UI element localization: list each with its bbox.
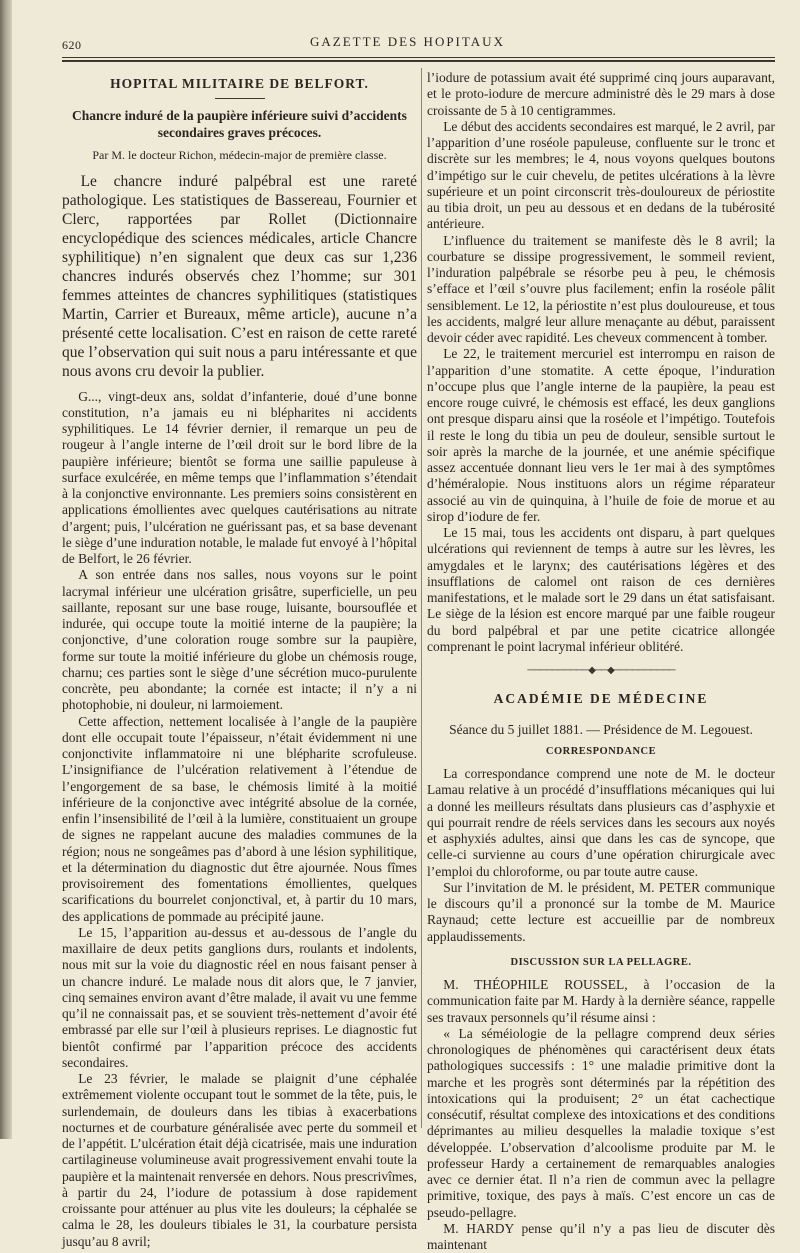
article-paragraph: Le 22, le traitement mercuriel est interrompu en raison de l’apparition d’une stomatite. A cette époque, l’induration n’occupe plus que l’angle interne de la paupière, la peau est encore rouge cuivré, le chémosis est effacé, les deux ganglions ont presque disparu ainsi que la roséole et l’impétigo. Toutefois il reste le long du tibia un peu de douleur, sensible surtout le soir après la marche de la journée, et une anémie spécifique assez accentuée donnant lieu vers le 1er mai à des symptômes d’héméralopie. Nous instituons alors un régime réparateur associé au vin de quinquina, à l’huile de foie de morue et au sirop d’iodure de fer. (427, 346, 775, 524)
discussion-paragraph: M. THÉOPHILE ROUSSEL, à l’occasion de la communication faite par M. Hardy à la dernière séance, rappelle ses travaux personnels qu’il résume ainsi : (427, 977, 775, 1025)
right-column (427, 70, 775, 1253)
article-paragraph: L’influence du traitement se manifeste dès le 8 avril; la courbature se dissipe progressivement, le sommeil revient, l’induration palpébrale se résorbe peu à peu, le chémosis s’efface et l’œil s’ouvre plus facilement; enfin la roséole pâlit sensiblement. Le 12, la périostite n’est plus douloureuse, et tous les accidents, malgré leur allure menaçante au début, paraissent devoir céder avec rapidité. Les cheveux commencent à tomber. (427, 232, 775, 345)
article-paragraph: Le début des accidents secondaires est marqué, le 2 avril, par l’apparition d’une roséole papuleuse, confluente sur le tronc et discrète sur les membres; le 4, nous voyons quelques boutons d’impétigo sur le cuir chevelu, de petites ulcérations à la lèvre supérieure et un point circonscrit très-douloureux de périostite au tibia droit, un peu au dessous et en dedans de la tubérosité antérieure. (427, 118, 775, 232)
book-binding-edge (0, 0, 12, 1139)
hospital-title: HOPITAL MILITAIRE DE BELFORT. (110, 76, 369, 91)
article-paragraph: A son entrée dans nos salles, nous voyons sur le point lacrymal inférieur une ulcération grisâtre, superficielle, un peu saillante, reposant sur une base rouge, luisante, boursouflée et indurée, qui occupe toute la moitié interne de la paupière; la conjonctive, d’une coloration rouge sombre sur la paupière, forme sur toute la moitié inférieure du globe un chémosis rouge, charnu; ces parties sont le siège d’une sécrétion muco-purulente concrète, peu abondante; la cornée est intacte; il n’y a ni photophobie, ni douleur, ni larmoiement. (62, 567, 417, 713)
session-line: Séance du 5 juillet 1881. — Présidence de M. Legouest. (449, 721, 753, 737)
correspondence-heading: CORRESPONDANCE (545, 745, 657, 757)
page-number: 620 (62, 38, 82, 52)
article-paragraph: Le 15 mai, tous les accidents ont disparu, à part quelques ulcérations qui reviennent de temps à autre sur les lèvres, les amygdales et le larynx; des cautérisations légères et des insufflations de calomel ont raison de ces dernières manifestations, et le malade sort le 29 dans un état satisfaisant. Le siège de la lésion est encore marqué par une faible rougeur du bord palpébral et par une petite cicatrice allongée comprenant le point lacrymal inférieur oblitéré. (427, 525, 775, 654)
section-ornament: ──────────◆──◆────────── (527, 665, 675, 676)
article-paragraph: l’iodure de potassium avait été supprimé cinq jours auparavant, et le proto-iodure de mercure administré dès le 29 mars à dose croissante de 5 à 10 centigrammes. (427, 70, 775, 118)
discussion-paragraph: « La séméiologie de la pellagre comprend deux séries chronologiques de phénomènes qui caractérisent deux états pathologiques successifs : 1° une maladie primitive dont la marche et les progrès sont déterminés par la répétition des intoxications qui la produisent; 2° un état cachectique consécutif, résultat complexe des intoxications et des conditions déprimantes au milieu desquelles la maladie toxique s’est développée. L’observation d’alcoolisme produite par M. le professeur Hardy a certainement de remarquables analogies avec ce dernier état. Il n’a rien de commun avec la pellagre primitive, toxique, des pays à maïs. C’est encore un cas de pseudo-pellagre. (427, 1025, 775, 1220)
correspondence-paragraph: La correspondance comprend une note de M. le docteur Lamau relative à un procédé d’insufflations mécaniques qui lui a donné les meilleurs résultats dans plusieurs cas d’asphyxie et qui pourrait rendre de réels services dans les secours aux noyés et asphyxiés adultes, ainsi que dans les cas de syncope, que celle-ci survienne au cours d’une opération chirurgicale avec l’emploi du chloroforme, ou par toute autre cause. (427, 766, 775, 879)
discussion-paragraph: M. HARDY pense qu’il n’y a pas lieu de discuter dès maintenant (427, 1220, 775, 1252)
academy-title: ACADÉMIE DE MÉDECINE (493, 691, 709, 707)
journal-title: GAZETTE DES HOPITAUX (310, 34, 505, 49)
article-paragraph: G..., vingt-deux ans, soldat d’infanterie, doué d’une bonne constitution, n’a jamais eu ni blépharites ni accidents syphilitiques. Le 14 février dernier, il remarque un peu de rougeur à l’angle interne de l’œil droit sur le bord libre de la paupière inférieure; bientôt se forma une saillie papuleuse à surface exulcérée, en même temps que l’inflammation s’étendait à la conjonctive environnante. Les premiers soins consistèrent en applications émollientes avec quelques cautérisations au nitrate d’argent; puis, l’ulcération ne guérissant pas, et sa base devenant le siège d’une induration notable, le malade fut envoyé à l’hôpital de Belfort, le 26 février. (62, 388, 418, 566)
article-paragraph: Le 23 février, le malade se plaignit d’une céphalée extrêmement violente occupant tout le sommet de la tête, puis, le surlendemain, de douleurs dans les tibias à exacerbations nocturnes et de courbature généralisée avec perte du sommeil et de l’appétit. L’ulcération était déjà cicatrisée, mais une induration cartilagineuse volumineuse avait progressivement envahi toute la paupière et la maintenait renversée en dehors. Nous prescrivîmes, à partir du 24, l’iodure de potassium à dose rapidement croissante pour atténuer au plus vite les douleurs; la céphalée se calma le 28, les douleurs tibiales le 31, la courbature persista jusqu’au 8 avril; (62, 1071, 417, 1249)
title-divider (215, 98, 265, 99)
paragraph-gap (62, 381, 417, 389)
header-rule-double (62, 60, 775, 62)
page-header (40, 34, 775, 54)
paragraph-gap (427, 945, 775, 953)
article-intro: Le chancre induré palpébral est une rareté pathologique. Les statistiques de Bassereau, Fournier et Clerc, rapportées par Rollet (Dictionnaire encyclopédique des sciences médicales, article Chancre syphilitique) n’en signalent que deux cas sur 1,236 chancres indurés observés chez l’homme; sur 301 femmes atteintes de chancres syphilitiques (statistiques Martin, Carrier et Bureaux, même article), aucune n’a présenté cette localisation. C’est en raison de cette rareté que l’observation qui suit nous a paru intéressante et que nous avons cru devoir la publier. (62, 172, 417, 380)
header-rule (62, 57, 775, 58)
article-paragraph: Cette affection, nettement localisée à l’angle de la paupière dont elle occupait toute l’épaisseur, n’était évidemment ni une conjonctivite inflammatoire ni une blépharite scrofuleuse. L’insignifiance de l’ulcération relativement à l’étendue de l’engorgement de sa base, le chémosis limité à la moitié inférieure de la conjonctive avec intégrité absolue de la cornée, enfin l’insensibilité de l’œil à la lumière, constituaient un groupe de signes ne rappelant aucune des maladies communes de la région; nous ne songeâmes pas d’abord à une lésion syphilitique, et la détermination du diagnostic dut être ajournée. Nous fîmes provisoirement des fomentations émollientes, quelques scarifications du bourrelet conjonctival, et, à partir du 10 mars, des applications de pommade au précipité jaune. (62, 713, 417, 924)
article-paragraph: Le 15, l’apparition au-dessus et au-dessous de l’angle du maxillaire de deux petits ganglions durs, roulants et indolents, nous mit sur la voie du diagnostic réel en nous faisant penser à un chancre induré. Le malade nous dit alors que, le 7 janvier, cinq semaines environ avant d’être malade, il avait vu une femme qu’il ne connaissait pas, et se souvient très-nettement d’avoir été embrassé par elle sur l’œil à plusieurs reprises. Le diagnostic fut bientôt confirmé par l’apparition précoce des accidents secondaires. (62, 924, 417, 1070)
correspondence-paragraph: Sur l’invitation de M. le président, M. PETER communique le discours qu’il a prononcé sur la tombe de M. Maurice Raynaud; cette lecture est accueillie par de nombreux applaudissements. (427, 879, 775, 944)
column-divider (421, 68, 422, 1128)
article-title: Chancre induré de la paupière inférieure suivi d’accidents secondaires graves précoces. (72, 108, 407, 141)
left-column (62, 70, 417, 1250)
article-byline: Par M. le docteur Richon, médecin-major de première classe. (92, 148, 387, 163)
discussion-heading: DISCUSSION SUR LA PELLAGRE. (510, 956, 692, 968)
